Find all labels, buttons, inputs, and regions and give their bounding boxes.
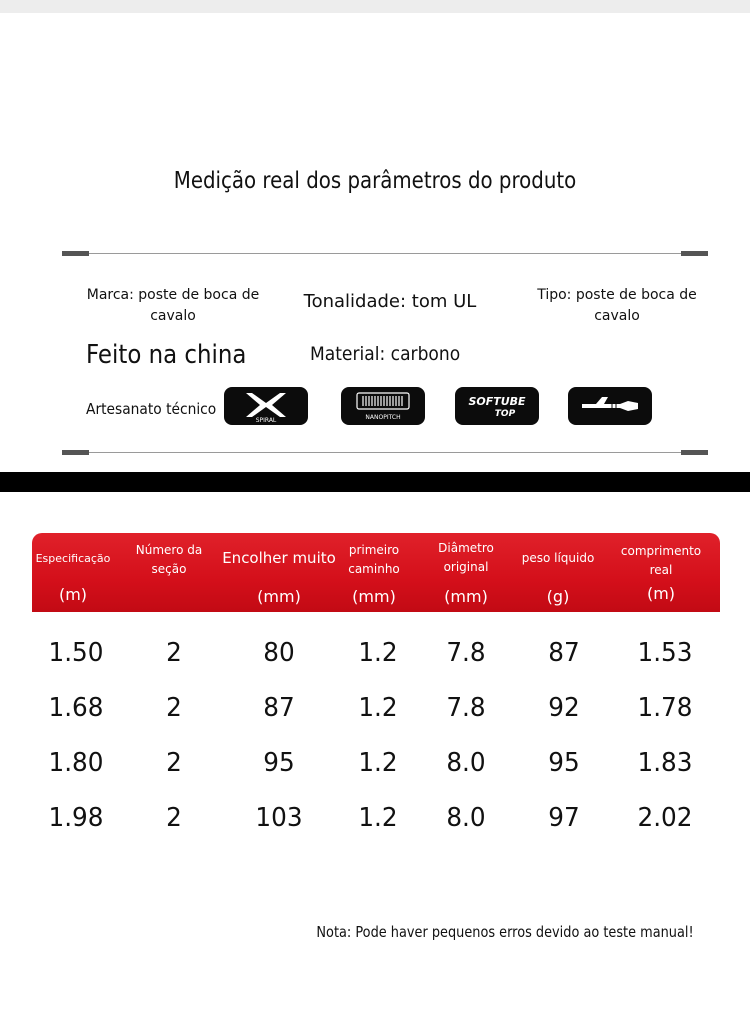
softube-line1: SOFTUBE <box>468 395 526 408</box>
cell-retracted: 80 <box>263 638 295 668</box>
param-type: Tipo: poste de boca de cavalo <box>537 287 697 324</box>
softube-line2: TOP <box>494 409 516 419</box>
divider-cap-left <box>62 251 89 256</box>
header-spec <box>32 533 114 612</box>
cell-spec: 1.98 <box>48 803 104 833</box>
header-sections <box>130 533 208 612</box>
table-header <box>32 533 720 612</box>
page-title: Medição real dos parâmetros do produto <box>173 168 577 194</box>
header-unit: (mm) <box>257 587 301 606</box>
cell-tip: 1.2 <box>358 638 398 668</box>
header-unit: (g) <box>546 587 570 606</box>
table-row <box>0 748 750 803</box>
cell-spec: 1.80 <box>48 748 104 778</box>
x-spiral-badge <box>224 387 308 425</box>
divider-cap-left <box>62 450 89 455</box>
cell-sections: 2 <box>166 638 182 668</box>
cell-retracted: 103 <box>255 803 303 833</box>
table-row <box>0 803 750 858</box>
cell-weight: 95 <box>548 748 580 778</box>
cell-weight: 87 <box>548 638 580 668</box>
param-material: Material: carbono <box>310 343 461 365</box>
cell-tip: 1.2 <box>358 748 398 778</box>
header-unit: (mm) <box>444 587 488 606</box>
divider-bottom <box>62 452 708 453</box>
softube-top-badge <box>455 387 539 425</box>
handle-grip-badge <box>568 387 652 425</box>
header-weight <box>516 533 600 612</box>
header-label: comprimento real <box>620 544 702 577</box>
cell-spec: 1.50 <box>48 638 104 668</box>
param-brand: Marca: poste de boca de cavalo <box>86 287 260 324</box>
table-row <box>0 693 750 748</box>
cell-diameter: 7.8 <box>446 693 486 723</box>
cell-diameter: 8.0 <box>446 748 486 778</box>
divider-top <box>62 253 708 254</box>
cell-diameter: 7.8 <box>446 638 486 668</box>
header-unit: (mm) <box>352 587 396 606</box>
section-band <box>0 472 750 492</box>
nanopitch-badge <box>341 387 425 425</box>
cell-diameter: 8.0 <box>446 803 486 833</box>
header-label: peso líquido <box>521 551 595 565</box>
cell-length: 1.83 <box>637 748 693 778</box>
header-label: Encolher muito <box>222 549 336 567</box>
cell-length: 1.53 <box>637 638 693 668</box>
cell-tip: 1.2 <box>358 803 398 833</box>
cell-retracted: 87 <box>263 693 295 723</box>
header-unit: (m) <box>58 585 88 604</box>
header-length <box>616 533 706 612</box>
divider-cap-right <box>681 251 708 256</box>
spiral-label: SPIRAL <box>255 417 277 424</box>
cell-retracted: 95 <box>263 748 295 778</box>
header-tip <box>338 533 410 612</box>
cell-length: 1.78 <box>637 693 693 723</box>
cell-weight: 92 <box>548 693 580 723</box>
table-row <box>0 638 750 693</box>
param-made-in: Feito na china <box>86 340 247 370</box>
cell-tip: 1.2 <box>358 693 398 723</box>
cell-spec: 1.68 <box>48 693 104 723</box>
nanopitch-label: NANOPITCH <box>365 414 401 421</box>
param-craft: Artesanato técnico <box>86 400 217 418</box>
top-strip <box>0 0 750 13</box>
divider-cap-right <box>681 450 708 455</box>
footnote: Nota: Pode haver pequenos erros devido ao teste manual! <box>316 923 694 941</box>
cell-weight: 97 <box>548 803 580 833</box>
cell-length: 2.02 <box>637 803 693 833</box>
header-diameter <box>430 533 502 612</box>
header-label: Especificação <box>35 552 111 565</box>
cell-sections: 2 <box>166 693 182 723</box>
header-retracted <box>212 533 346 612</box>
header-label: primeiro caminho <box>348 543 400 576</box>
param-tone: Tonalidade: tom UL <box>303 291 477 312</box>
cell-sections: 2 <box>166 748 182 778</box>
header-label: Número da seção <box>135 543 203 576</box>
header-label: Diâmetro original <box>438 541 494 574</box>
cell-sections: 2 <box>166 803 182 833</box>
header-unit: (m) <box>646 584 676 603</box>
